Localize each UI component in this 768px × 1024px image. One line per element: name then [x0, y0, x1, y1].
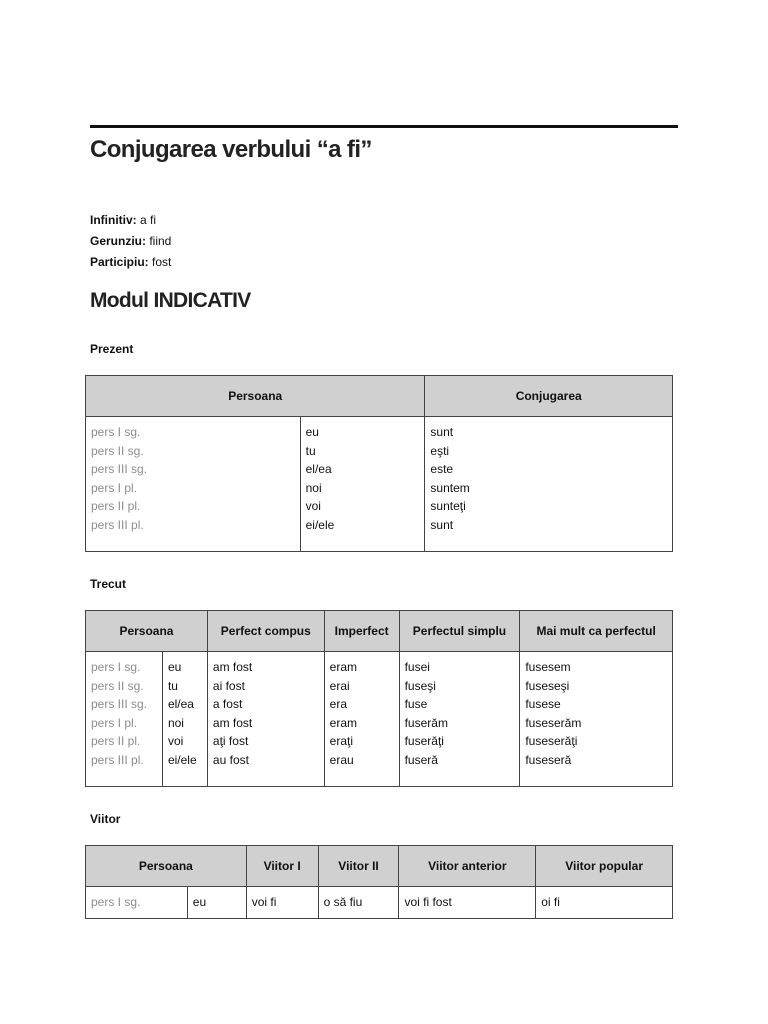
header-imperfect: Imperfect [324, 611, 399, 652]
header-mai-mult-ca-perfectul: Mai mult ca perfectul [520, 611, 673, 652]
header-viitor-1: Viitor I [246, 846, 318, 887]
infinitiv-line [90, 210, 171, 231]
pronoun-cell: voi [167, 734, 184, 749]
gerunziu-line [90, 231, 171, 252]
person-cell: pers II pl. [91, 734, 141, 749]
top-rule [90, 125, 678, 128]
form-cell: a fost [212, 697, 243, 712]
person-cell: pers I sg. [86, 887, 188, 919]
pronoun-cell: tu [305, 443, 316, 458]
pronoun-cell: voi [305, 499, 321, 514]
form-cell: o să fiu [318, 887, 399, 919]
form-cell: au fost [212, 752, 249, 767]
person-cell: pers III sg. [91, 462, 148, 477]
table-row [86, 652, 673, 787]
form-cell: sunt [430, 517, 454, 532]
form-cell: fusei [404, 660, 430, 674]
form-cell: fusesem [525, 660, 571, 674]
page-title: Conjugarea verbului “a fi” [90, 136, 372, 163]
person-cell: pers I pl. [91, 715, 138, 730]
form-cell: am fost [212, 660, 253, 674]
pronoun-cell: ei/ele [167, 752, 197, 767]
header-perfectul-simplu: Perfectul simplu [399, 611, 520, 652]
header-perfect-compus: Perfect compus [207, 611, 324, 652]
header-persoana: Persoana [86, 376, 425, 417]
header-conjugarea: Conjugarea [425, 376, 673, 417]
form-cell: fuserăţi [404, 734, 444, 749]
header-viitor-2: Viitor II [318, 846, 399, 887]
perfectul-simplu-column [399, 652, 520, 787]
form-cell: este [430, 462, 454, 477]
header-persoana: Persoana [86, 611, 208, 652]
form-cell: voi fi [246, 887, 318, 919]
form-cell: fuseserăţi [525, 734, 578, 749]
table-header-row [86, 376, 673, 417]
form-cell: fuse [404, 697, 428, 712]
form-cell: era [329, 697, 347, 712]
section-title: Modul INDICATIV [90, 289, 251, 312]
form-cell: sunt [430, 425, 454, 439]
form-cell: am fost [212, 715, 253, 730]
trecut-label: Trecut [90, 577, 127, 591]
person-cell: pers I sg. [91, 425, 141, 439]
form-cell: fuseseră [525, 752, 572, 767]
form-cell: fuseserăm [525, 715, 582, 730]
pronoun-cell: eu [305, 425, 319, 439]
table-row [86, 417, 673, 552]
form-cell: fuseşi [404, 678, 436, 693]
pronoun-cell: noi [167, 715, 184, 730]
gerunziu-label: Gerunziu: [90, 234, 146, 248]
gerunziu-value: fiind [149, 234, 172, 248]
form-cell: erai [329, 678, 350, 693]
viitor-table [85, 845, 673, 919]
prezent-table [85, 375, 673, 552]
pronoun-cell: eu [167, 660, 182, 674]
table-row [86, 887, 673, 919]
pronoun-column [300, 417, 425, 552]
participiu-value: fost [152, 255, 172, 269]
participiu-label: Participiu: [90, 255, 149, 269]
pronoun-cell: el/ea [167, 697, 194, 712]
person-cell: pers I pl. [91, 480, 138, 495]
person-column [86, 652, 163, 787]
form-cell: eşti [430, 443, 450, 458]
pronoun-column [162, 652, 207, 787]
form-cell: oi fi [536, 887, 673, 919]
pronoun-cell: noi [305, 480, 322, 495]
person-column [86, 417, 301, 552]
form-cell: fuserăm [404, 715, 448, 730]
form-cell: eram [329, 715, 357, 730]
viitor-label: Viitor [90, 812, 121, 826]
person-cell: pers III sg. [91, 697, 148, 712]
person-cell: pers I sg. [91, 660, 141, 674]
table-header-row [86, 611, 673, 652]
form-cell: eram [329, 660, 357, 674]
header-persoana: Persoana [86, 846, 247, 887]
trecut-table [85, 610, 673, 787]
form-cell: voi fi fost [399, 887, 536, 919]
table-header-row [86, 846, 673, 887]
imperfect-column [324, 652, 399, 787]
pronoun-cell: el/ea [305, 462, 332, 477]
pronoun-cell: tu [167, 678, 178, 693]
form-cell: fuseseşi [525, 678, 570, 693]
prezent-label: Prezent [90, 342, 134, 356]
infinitiv-value: a fi [140, 213, 157, 227]
perfect-compus-column [207, 652, 324, 787]
form-cell: sunteţi [430, 499, 466, 514]
person-cell: pers II sg. [91, 443, 144, 458]
form-cell: suntem [430, 480, 470, 495]
pronoun-cell: ei/ele [305, 517, 335, 532]
mai-mult-ca-perfectul-column [520, 652, 673, 787]
conjugarea-column [425, 417, 673, 552]
infinitiv-label: Infinitiv: [90, 213, 137, 227]
form-cell: erau [329, 752, 354, 767]
person-cell: pers II pl. [91, 499, 141, 514]
form-cell: fuseră [404, 752, 438, 767]
pronoun-cell: eu [187, 887, 246, 919]
person-cell: pers III pl. [91, 517, 144, 532]
person-cell: pers II sg. [91, 678, 144, 693]
form-cell: eraţi [329, 734, 353, 749]
form-cell: ai fost [212, 678, 245, 693]
verb-forms [90, 210, 171, 273]
form-cell: aţi fost [212, 734, 249, 749]
participiu-line [90, 252, 171, 273]
header-viitor-popular: Viitor popular [536, 846, 673, 887]
header-viitor-anterior: Viitor anterior [399, 846, 536, 887]
person-cell: pers III pl. [91, 752, 144, 767]
form-cell: fusese [525, 697, 561, 712]
